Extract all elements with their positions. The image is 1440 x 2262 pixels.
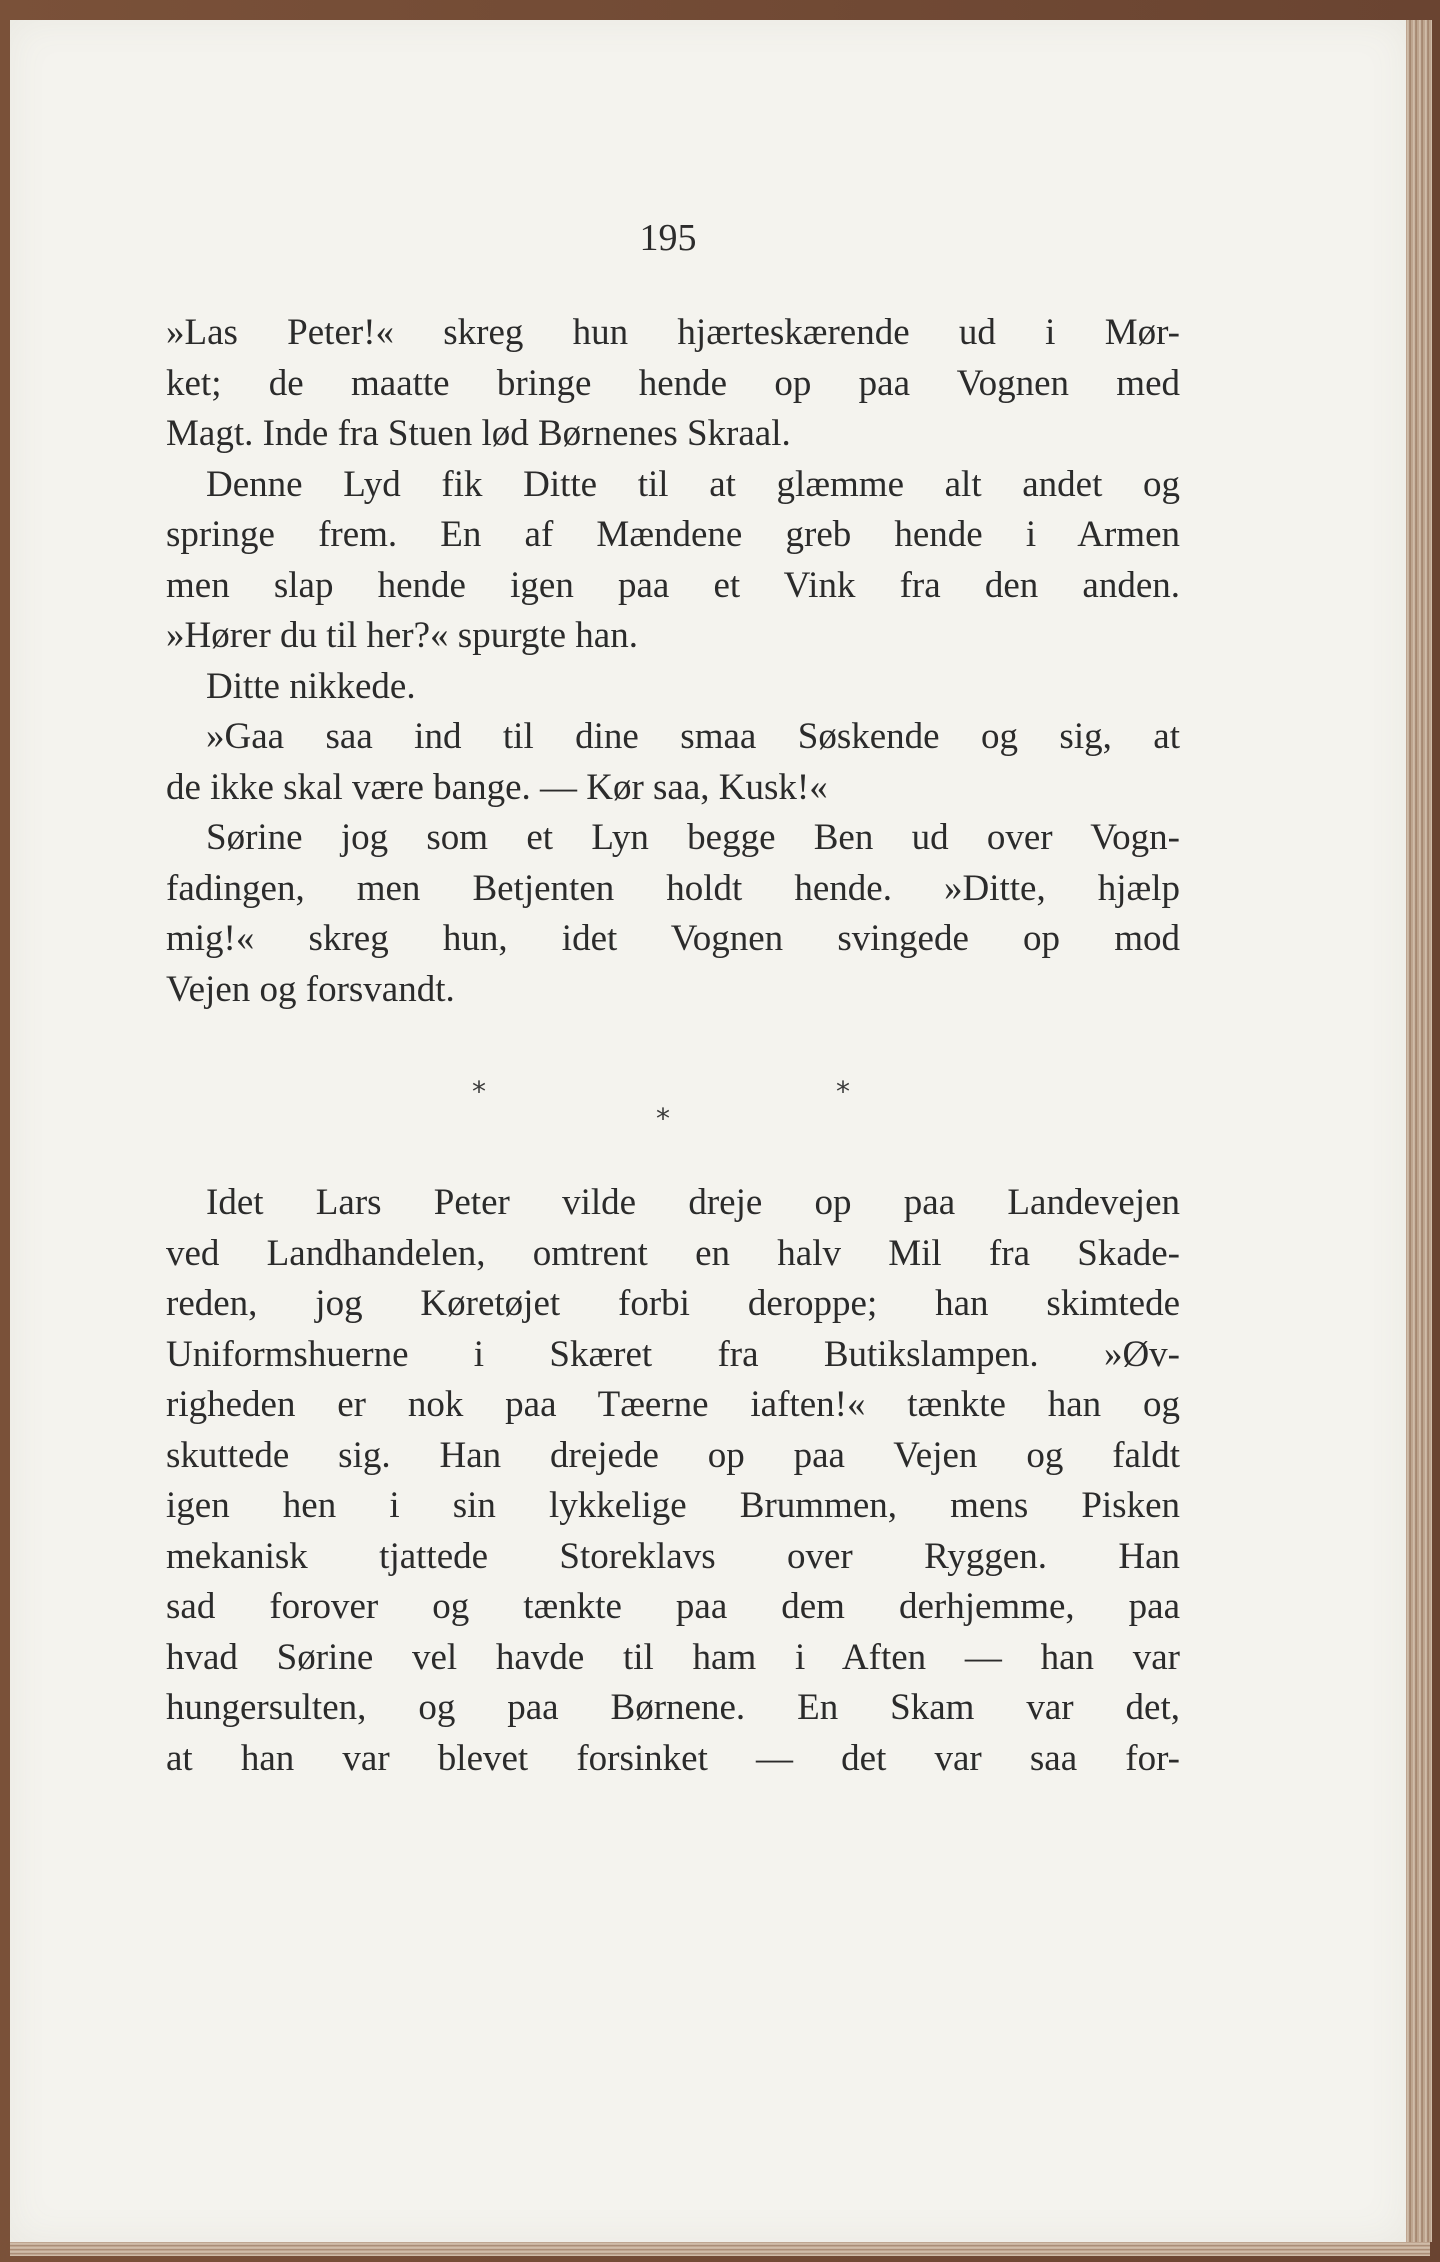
text-section-1 (166, 308, 1180, 1015)
text-line: ket; de maatte bringe hende op paa Vognen med (166, 362, 1180, 404)
section-divider-asterism (10, 1075, 1406, 1135)
text-line: Uniformshuerne i Skæret fra Butikslampen. »Øv- (166, 1333, 1180, 1375)
asterisk: * (836, 1075, 850, 1108)
text-line: hungersulten, og paa Børnene. En Skam var det, (166, 1687, 1180, 1728)
text-line: hvad Sørine vel havde til ham i Aften — han var (166, 1636, 1180, 1678)
text-line: igen hen i sin lykkelige Brummen, mens Pisken (166, 1485, 1180, 1526)
text-line: Denne Lyd fik Ditte til at glæmme alt andet og (206, 463, 1180, 505)
text-line: »Hører du til her?« spurgte han. (166, 615, 638, 656)
text-line: skuttede sig. Han drejede op paa Vejen og faldt (166, 1434, 1180, 1476)
text-line: Idet Lars Peter vilde dreje op paa Landevejen (206, 1182, 1180, 1223)
text-line: Magt. Inde fra Stuen lød Børnenes Skraal. (166, 413, 791, 454)
page-edge-right (1406, 20, 1432, 2242)
text-line: ved Landhandelen, omtrent en halv Mil fra Skade- (166, 1232, 1180, 1274)
text-line: mig!« skreg hun, idet Vognen svingede op mod (166, 918, 1180, 959)
text-line: reden, jog Køretøjet forbi deroppe; han skimtede (166, 1283, 1180, 1324)
text-line: mekanisk tjattede Storeklavs over Ryggen. Han (166, 1535, 1180, 1577)
text-line: righeden er nok paa Tæerne iaften!« tænkte han og (166, 1384, 1180, 1425)
text-line: de ikke skal være bange. — Kør saa, Kusk!« (166, 766, 828, 808)
page-edge-bottom (10, 2242, 1430, 2256)
asterisk: * (472, 1075, 486, 1108)
text-line: »Gaa saa ind til dine smaa Søskende og sig, at (206, 716, 1180, 757)
text-line: springe frem. En af Mændene greb hende i Armen (166, 514, 1180, 555)
text-line: fadingen, men Betjenten holdt hende. »Ditte, hjælp (166, 867, 1180, 909)
text-section-2 (166, 1178, 1180, 1784)
text-line: men slap hende igen paa et Vink fra den anden. (166, 564, 1180, 606)
text-line: Sørine jog som et Lyn begge Ben ud over Vogn- (206, 817, 1180, 858)
page-sheet (10, 20, 1406, 2242)
text-line: »Las Peter!« skreg hun hjærteskærende ud i Mør- (166, 312, 1180, 353)
asterisk: * (656, 1102, 670, 1135)
text-line: sad forover og tænkte paa dem derhjemme, paa (166, 1586, 1180, 1627)
text-line: Ditte nikkede. (206, 665, 416, 707)
text-line: at han var blevet forsinket — det var saa for- (166, 1737, 1180, 1779)
page-number: 195 (639, 217, 697, 259)
text-line: Vejen og forsvandt. (166, 968, 455, 1010)
